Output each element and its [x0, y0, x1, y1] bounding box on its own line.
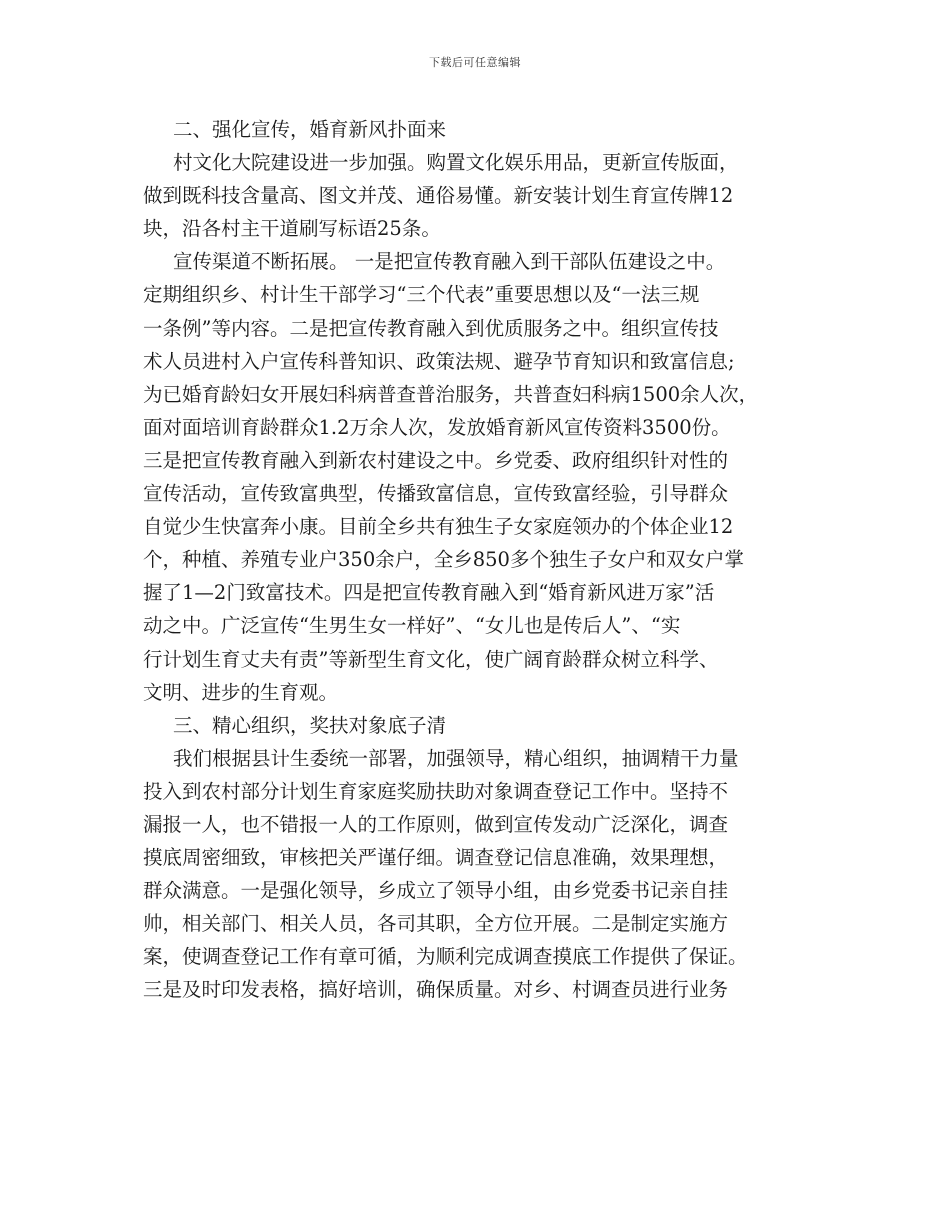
text-line: 宣传活动，宣传致富典型，传播致富信息，宣传致富经验，引导群众 — [143, 482, 729, 506]
text-line: 宣传渠道不断拓展。 一是把宣传教育融入到干部队伍建设之中。 — [173, 250, 726, 274]
text-line: 为已婚育龄妇女开展妇科病普查普治服务，共普查妇科病1500余人次， — [143, 382, 759, 406]
page-header: 下载后可任意编辑 — [429, 56, 521, 69]
text-line: 面对面培训育龄群众1.2万余人次，发放婚育新风宣传资料3500份。 — [143, 415, 731, 439]
text-line: 案，使调查登记工作有章可循，为顺利完成调查摸底工作提供了保证。 — [143, 945, 748, 969]
text-line: 帅，相关部门、相关人员，各司其职，全方位开展。二是制定实施方 — [143, 912, 729, 936]
text-line: 块，沿各村主干道刷写标语25条。 — [143, 217, 441, 241]
text-line: 村文化大院建设进一步加强。购置文化娱乐用品，更新宣传版面， — [173, 151, 739, 175]
text-line: 三是把宣传教育融入到新农村建设之中。乡党委、政府组织针对性的 — [143, 448, 729, 472]
text-line: 行计划生育丈夫有责”等新型生育文化，使广阔育龄群众树立科学、 — [143, 647, 719, 671]
text-line: 一条例”等内容。二是把宣传教育融入到优质服务之中。组织宣传技 — [143, 316, 719, 340]
text-line: 群众满意。一是强化领导，乡成立了领导小组，由乡党委书记亲自挂 — [143, 879, 729, 903]
text-line: 自觉少生快富奔小康。目前全乡共有独生子女家庭领办的个体企业12 — [143, 515, 734, 539]
text-line: 定期组织乡、村计生干部学习“三个代表”重要思想以及“一法三规 — [143, 283, 700, 307]
text-line: 摸底周密细致，审核把关严谨仔细。调查登记信息准确，效果理想， — [143, 846, 729, 870]
text-line: 二、强化宣传，婚育新风扑面来 — [173, 118, 447, 141]
text-line: 个，种植、养殖专业户350余户，全乡850多个独生子女户和双女户掌 — [143, 548, 744, 572]
text-line: 文明、进步的生育观。 — [143, 680, 339, 704]
text-line: 我们根据县计生委统一部署，加强领导，精心组织，抽调精干力量 — [173, 746, 739, 770]
document-body — [143, 113, 811, 1007]
text-line: 握了1—2门致富技术。四是把宣传教育融入到“婚育新风进万家”活 — [143, 581, 715, 605]
text-line: 动之中。广泛宣传“生男生女一样好”、“女儿也是传后人”、“实 — [143, 614, 681, 638]
text-line: 漏报一人，也不错报一人的工作原则，做到宣传发动广泛深化，调查 — [143, 812, 729, 836]
text-line: 做到既科技含量高、图文并茂、通俗易懂。新安装计划生育宣传牌12 — [143, 184, 734, 208]
text-line: 三是及时印发表格，搞好培训，确保质量。对乡、村调查员进行业务 — [143, 978, 729, 1002]
text-line: 术人员进村入户宣传科普知识、政策法规、避孕节育知识和致富信息; — [143, 349, 735, 373]
text-line: 投入到农村部分计划生育家庭奖励扶助对象调查登记工作中。坚持不 — [143, 779, 729, 803]
text-line: 三、精心组织，奖扶对象底子清 — [173, 713, 447, 737]
